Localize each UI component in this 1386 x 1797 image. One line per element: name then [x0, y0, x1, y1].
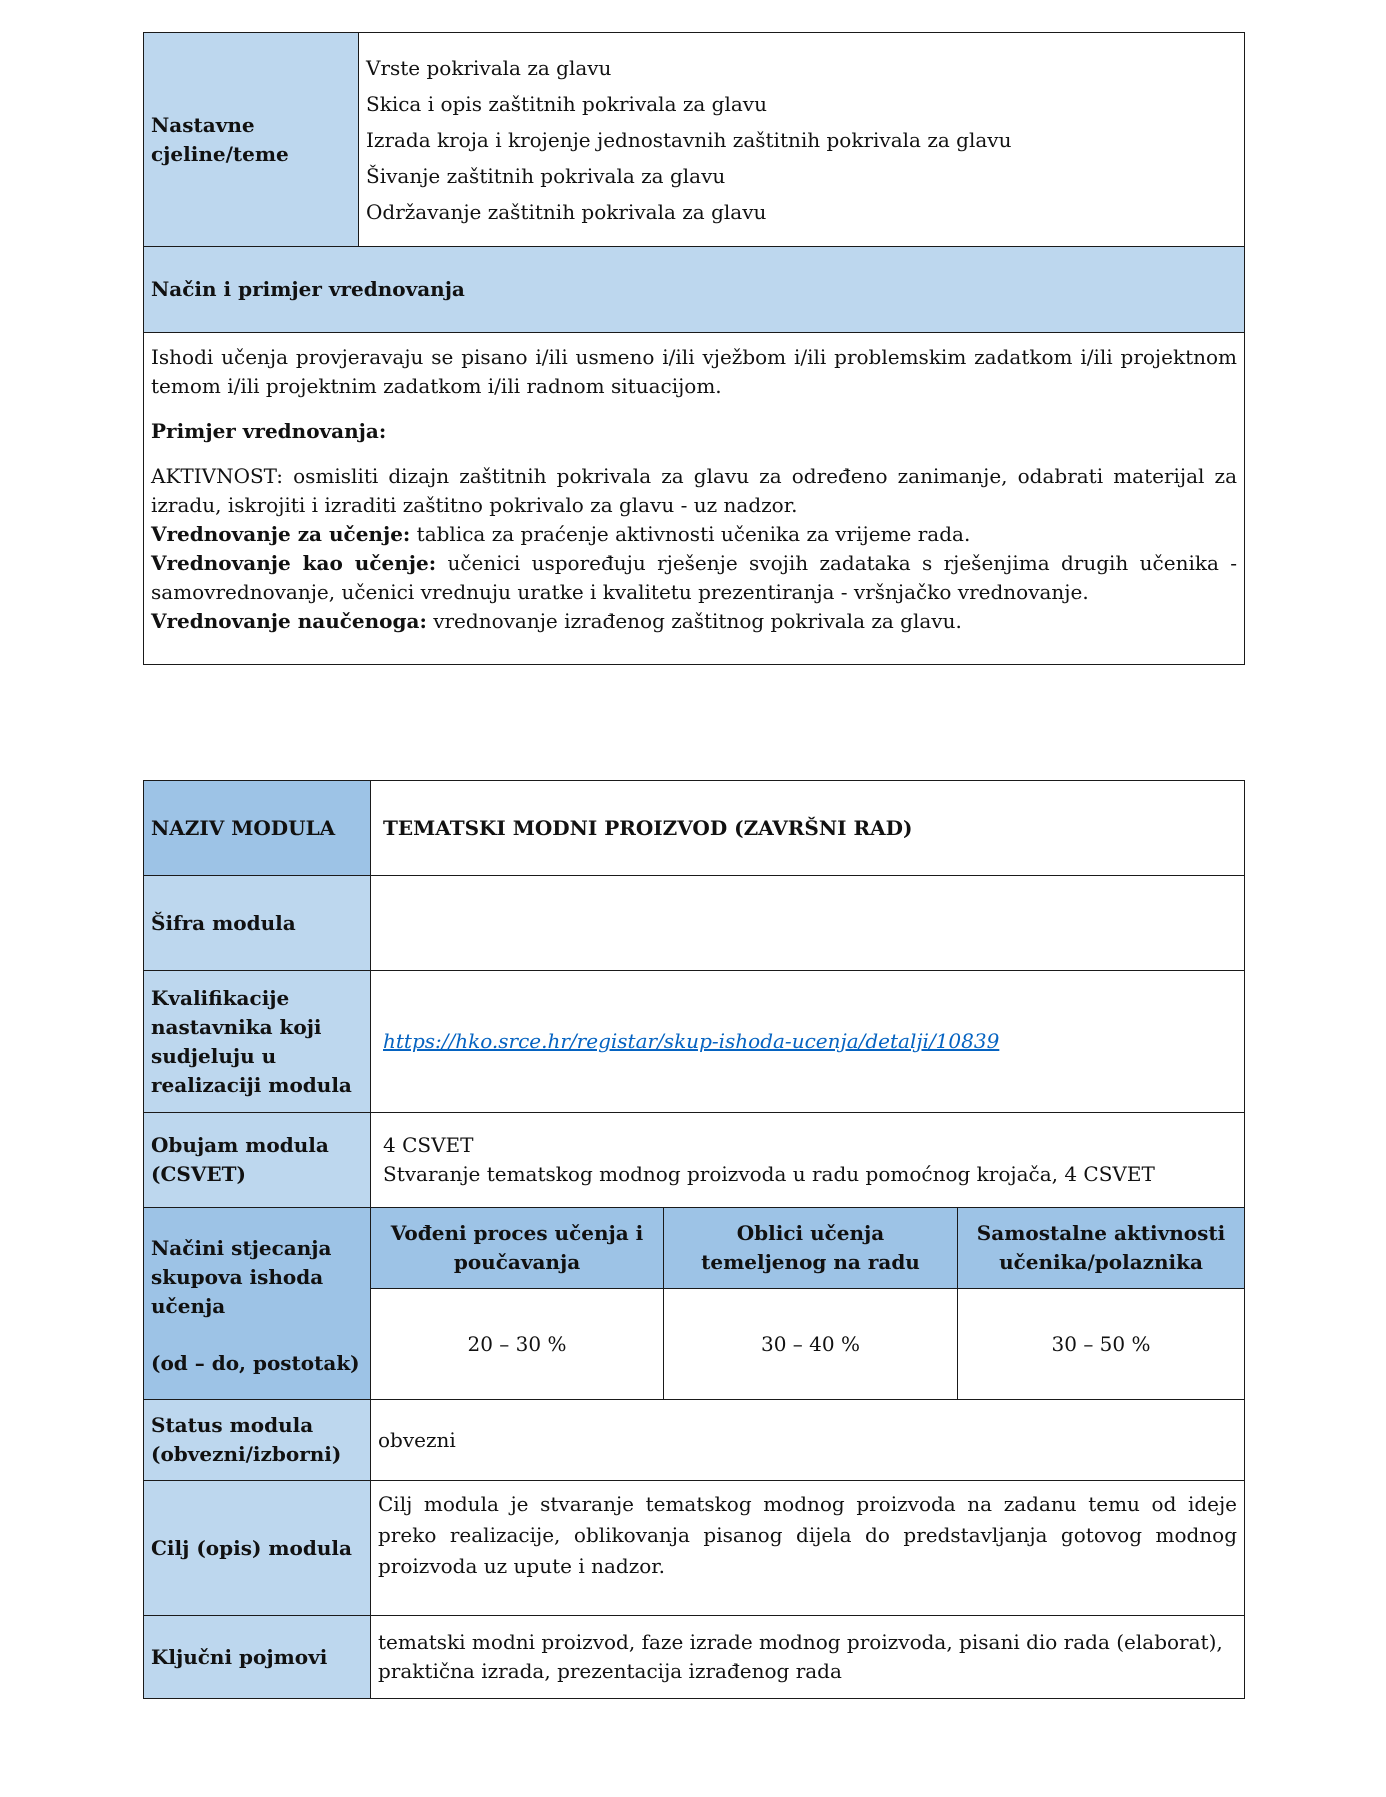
acquisition-value-independent: 30 – 50 % — [958, 1289, 1245, 1400]
topics-row — [144, 33, 1245, 247]
teacher-qualifications-row — [144, 971, 1245, 1113]
topics-list — [359, 33, 1245, 247]
module-volume-label: Obujam modula (CSVET) — [144, 1113, 371, 1208]
module-code-row — [144, 876, 1245, 971]
eval-of-learning-label: Vrednovanje naučenoga: — [151, 609, 427, 633]
eval-for-learning-label: Vrednovanje za učenje: — [151, 522, 411, 546]
eval-as-learning-label: Vrednovanje kao učenje: — [151, 551, 437, 575]
topic-item: Izrada kroja i krojenje jednostavnih zaštitnih pokrivala za glavu — [366, 127, 1012, 152]
module-goal-value: Cilj modula je stvaranje tematskog modnog proizvoda na zadanu temu od ideje preko realizacije, oblikovanja pisanog dijela do predstavljanja gotovog modnog proizvoda uz upute i nadzor. — [371, 1481, 1245, 1616]
module-volume-csvet: 4 CSVET — [383, 1133, 474, 1157]
topic-item: Šivanje zaštitnih pokrivala za glavu — [366, 163, 726, 188]
module-name-label: NAZIV MODULA — [144, 781, 371, 876]
acquisition-label-range: (od – do, postotak) — [151, 1351, 360, 1375]
activity-text: AKTIVNOST: osmisliti dizajn zaštitnih pokrivala za glavu za određeno zanimanje, odabrati materijal za izradu, iskrojiti i izraditi zaštitno pokrivalo za glavu - uz nadzor. — [151, 464, 1237, 517]
module-volume-detail: Stvaranje tematskog modnog proizvoda u radu pomoćnog krojača, 4 CSVET — [383, 1162, 1155, 1186]
eval-of-learning — [151, 607, 1237, 636]
topics-evaluation-table — [143, 32, 1245, 665]
teacher-qualifications-label: Kvalifikacije nastavnika koji sudjeluju u realizaciji modula — [144, 971, 371, 1113]
example-heading: Primjer vrednovanja: — [151, 419, 387, 443]
keywords-row — [144, 1616, 1245, 1699]
acquisition-col-workbased: Oblici učenja temeljenog na radu — [664, 1208, 958, 1289]
eval-as-learning — [151, 549, 1237, 607]
eval-for-learning-text: tablica za praćenje aktivnosti učenika za vrijeme rada. — [410, 522, 971, 546]
module-goal-row — [144, 1481, 1245, 1616]
teacher-qualifications-cell — [371, 971, 1245, 1113]
acquisition-label — [144, 1208, 371, 1400]
evaluation-header-row — [144, 247, 1245, 333]
topic-item: Održavanje zaštitnih pokrivala za glavu — [366, 199, 767, 224]
acquisition-label-main: Načini stjecanja skupova ishoda učenja — [151, 1236, 332, 1318]
topic-item: Vrste pokrivala za glavu — [366, 55, 612, 80]
module-volume-cell — [371, 1113, 1245, 1208]
keywords-value: tematski modni proizvod, faze izrade modnog proizvoda, pisani dio rada (elaborat), praktična izrada, prezentacija izrađenog rada — [371, 1616, 1245, 1699]
acquisition-col-independent: Samostalne aktivnosti učenika/polaznika — [958, 1208, 1245, 1289]
topic-item: Skica i opis zaštitnih pokrivala za glavu — [366, 91, 767, 116]
eval-as-learning-text: učenici uspoređuju rješenje svojih zadataka s rješenjima drugih učenika - samovrednovanje, učenici vrednuju uratke i kvalitetu prezentiranja - vršnjačko vrednovanje. — [151, 551, 1237, 604]
acquisition-value-guided: 20 – 30 % — [371, 1289, 664, 1400]
module-goal-label: Cilj (opis) modula — [144, 1481, 371, 1616]
topics-label: Nastavne cjeline/teme — [144, 33, 359, 247]
module-info-table — [143, 780, 1245, 1699]
module-code-label: Šifra modula — [144, 876, 371, 971]
evaluation-body-row — [144, 333, 1245, 665]
module-status-label: Status modula (obvezni/izborni) — [144, 1400, 371, 1481]
acquisition-value-workbased: 30 – 40 % — [664, 1289, 958, 1400]
module-status-row — [144, 1400, 1245, 1481]
eval-for-learning — [151, 520, 1237, 549]
acquisition-col-guided: Vođeni proces učenja i poučavanja — [371, 1208, 664, 1289]
keywords-label: Ključni pojmovi — [144, 1616, 371, 1699]
eval-of-learning-text: vrednovanje izrađenog zaštitnog pokrivala za glavu. — [426, 609, 962, 633]
module-name-row — [144, 781, 1245, 876]
module-status-value: obvezni — [371, 1400, 1245, 1481]
teacher-qualifications-link[interactable]: https://hko.srce.hr/registar/skup-ishoda-ucenja/detalji/10839 — [383, 1029, 1000, 1053]
evaluation-intro: Ishodi učenja provjeravaju se pisano i/ili usmeno i/ili vježbom i/ili problemskim zadatkom i/ili projektnom temom i/ili projektnim zadatkom i/ili radnom situacijom. — [151, 345, 1237, 398]
evaluation-body — [144, 333, 1245, 665]
module-volume-row — [144, 1113, 1245, 1208]
module-code-value — [371, 876, 1245, 971]
acquisition-header-row — [144, 1208, 1245, 1289]
module-name-value: TEMATSKI MODNI PROIZVOD (ZAVRŠNI RAD) — [371, 781, 1245, 876]
evaluation-header: Način i primjer vrednovanja — [144, 247, 1245, 333]
